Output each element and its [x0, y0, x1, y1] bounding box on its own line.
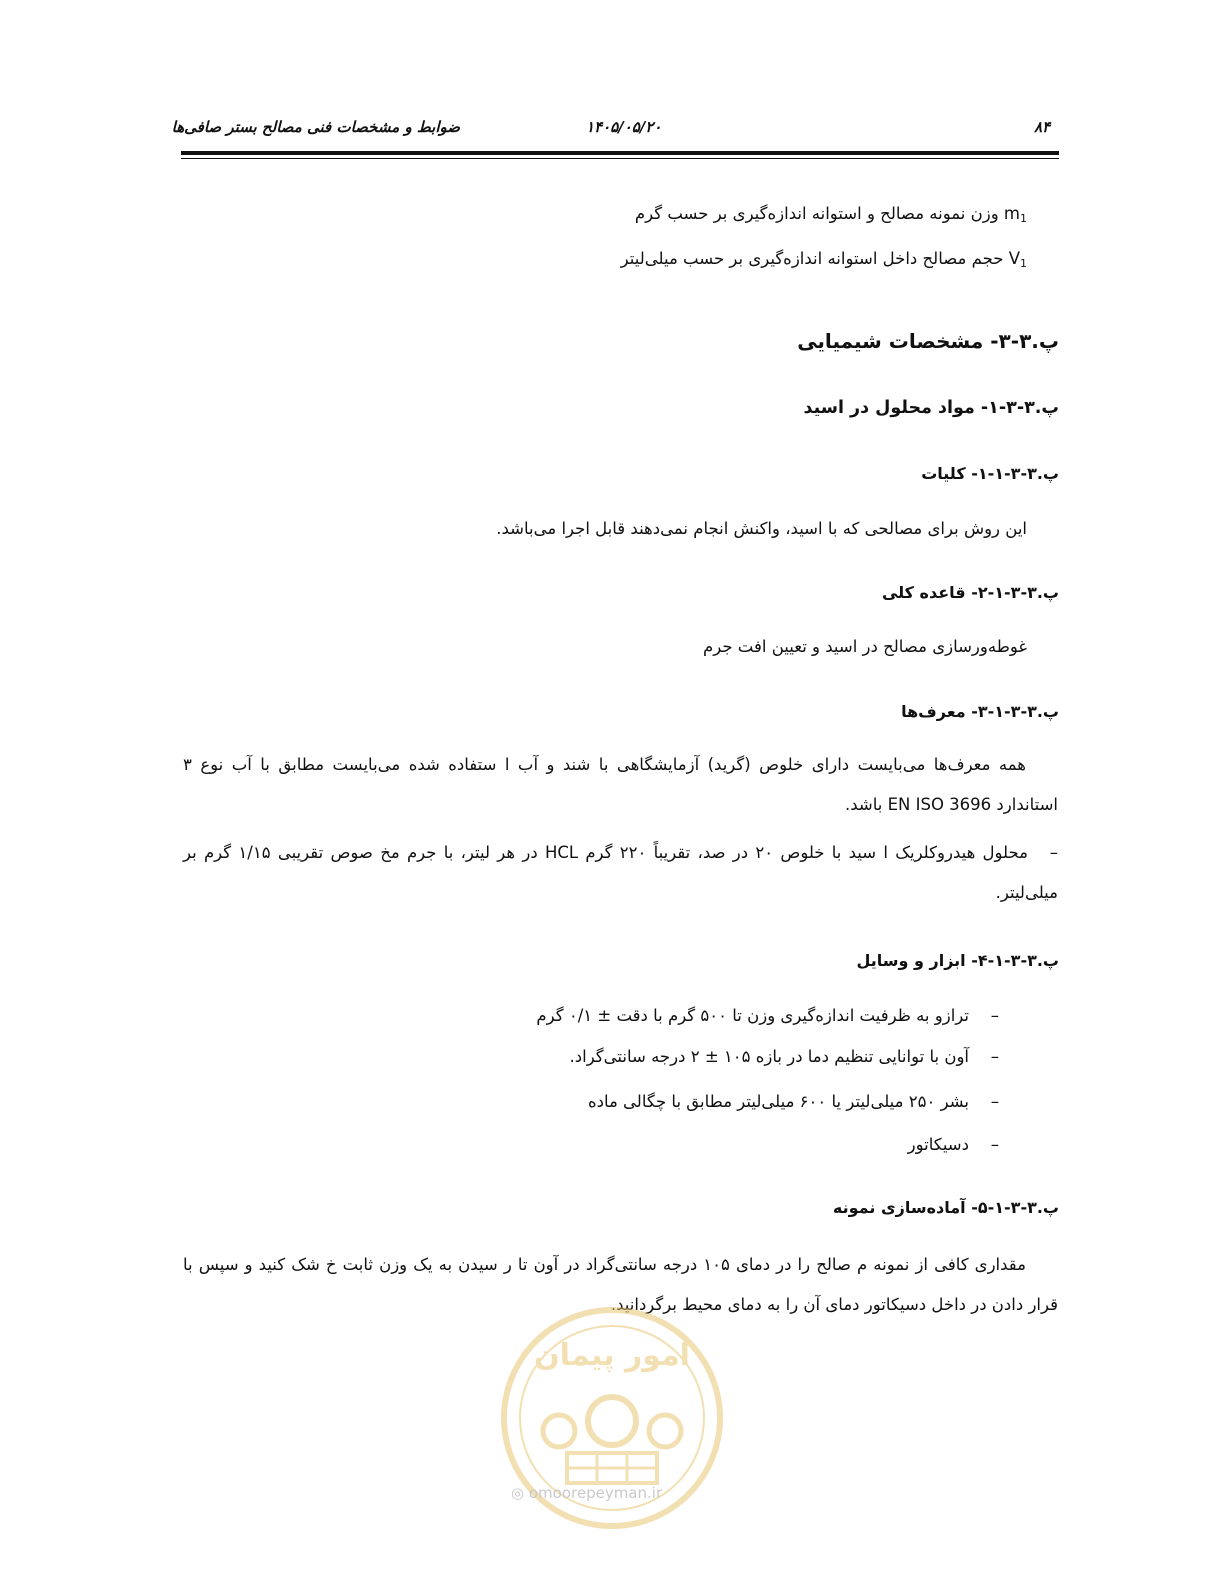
definition-v1	[621, 249, 1027, 270]
list-bullet: –	[990, 1135, 999, 1154]
definition-m1	[635, 204, 1027, 225]
list-item	[536, 996, 999, 1036]
section-heading-sample-prep: پ.۳-۳-۱-۵- آماده‌سازی نمونه	[832, 1198, 1059, 1217]
paragraph-reagents: همه معرف‌ها می‌بایست دارای خلوص (گرید) آزمایشگاهی با شند و آب ا ستفاده شده می‌بایست مطابق با آب نوع ۳ استاندارد EN ISO 3696 باشد.	[183, 755, 1058, 814]
list-item-text: ترازو به ظرفیت اندازه‌گیری وزن تا ۵۰۰ گرم با دقت ± ۰/۱ گرم	[536, 1006, 969, 1025]
list-item	[570, 1037, 999, 1077]
section-heading-chemical: پ.۳-۳- مشخصات شیمیایی	[797, 329, 1059, 353]
definition-subscript: 1	[1020, 212, 1027, 225]
header-rule-thin	[181, 158, 1059, 159]
definition-symbol: m	[1003, 204, 1020, 223]
list-item	[908, 1125, 999, 1165]
header-title: ضوابط و مشخصات فنی مصالح بستر صافی‌ها	[171, 118, 460, 136]
section-heading-general: پ.۳-۳-۱-۱- کلیات	[921, 464, 1059, 483]
watermark-site-text: omoorepeyman.ir	[528, 1484, 663, 1502]
section-heading-principle: پ.۳-۳-۱-۲- قاعده کلی	[881, 583, 1059, 602]
list-item-text: آون با توانایی تنظیم دما در بازه ۱۰۵ ± ۲ درجه سانتی‌گراد.	[569, 1047, 969, 1066]
list-bullet: –	[990, 1092, 999, 1111]
watermark-site: ◎ omoorepeyman.ir	[511, 1484, 663, 1502]
header-date: ۱۴۰۵/۰۵/۲۰	[586, 118, 662, 136]
list-item-text: بشر ۲۵۰ میلی‌لیتر یا ۶۰۰ میلی‌لیتر مطابق با چگالی ماده	[587, 1092, 969, 1111]
list-item-text: محلول هیدروکلریک ا سید با خلوص ۲۰ در صد، تقریباً ۲۲۰ گرم HCL در هر لیتر، با جرم مخ صوص تقریبی ۱/۱۵ گرم بر میلی‌لیتر.	[183, 843, 1058, 902]
svg-text:امور پیمان: امور پیمان	[534, 1338, 690, 1373]
paragraph-sample-prep: مقداری کافی از نمونه م صالح را در دمای ۱۰۵ درجه سانتی‌گراد در آون تا ر سیدن به یک وزن ثابت خ شک کنید و سپس با قرار دادن در داخل دسیکاتور دمای آن را به دمای محیط برگردانید.	[183, 1255, 1058, 1314]
list-bullet: –	[990, 1006, 999, 1025]
header-rule-thick	[181, 151, 1059, 155]
section-heading-apparatus: پ.۳-۳-۱-۴- ابزار و وسایل	[856, 951, 1059, 970]
list-item-text: دسیکاتور	[907, 1135, 969, 1154]
list-bullet: –	[1049, 843, 1059, 862]
paragraph-general: این روش برای مصالحی که با اسید، واکنش انجام نمی‌دهند قابل اجرا می‌باشد.	[496, 519, 1027, 538]
definition-text: وزن نمونه مصالح و استوانه اندازه‌گیری بر حسب گرم	[634, 204, 1004, 223]
list-item-reagent	[183, 833, 1058, 913]
section-heading-acid-soluble: پ.۳-۳-۱- مواد محلول در اسید	[803, 398, 1059, 418]
page-number: ۸۴	[1034, 118, 1051, 136]
definition-subscript: 1	[1020, 257, 1027, 270]
definition-symbol: V	[1008, 249, 1020, 268]
definition-text: حجم مصالح داخل استوانه اندازه‌گیری بر حسب میلی‌لیتر	[620, 249, 1009, 268]
list-item	[588, 1082, 999, 1122]
section-heading-reagents: پ.۳-۳-۱-۳- معرف‌ها	[901, 702, 1059, 721]
list-bullet: –	[990, 1047, 999, 1066]
paragraph-principle: غوطه‌ورسازی مصالح در اسید و تعیین افت جرم	[703, 637, 1027, 656]
